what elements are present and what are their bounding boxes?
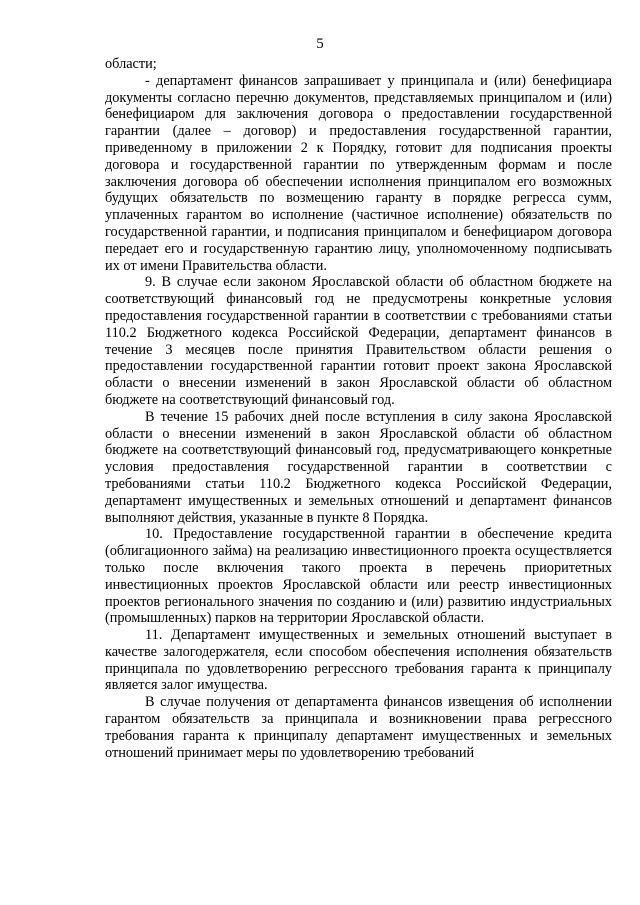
paragraph-item-10: 10. Предоставление государственной гарантии в обеспечение кредита (облигационного займа) на реализацию инвестиционного проекта осуществляется только после включения такого проекта в перечень приоритетных инвестиционных проектов Ярославской области или реестр инвестиционных проектов регионального значения по созданию и (или) развитию индустриальных (промышленных) парков на территории Ярославской области. <box>105 526 612 627</box>
paragraph-item-11-continued: В случае получения от департамента финансов извещения об исполнении гарантом обязательств за принципала и возникновении права регрессного требования гаранта к принципалу департамент имущественных и земельных отношений принимает меры по удовлетворению требований <box>105 694 612 761</box>
paragraph-item-9-continued: В течение 15 рабочих дней после вступления в силу закона Ярославской области о внесении изменений в закон Ярославской области об областном бюджете на соответствующий финансовый год, предусматривающего конкретные условия предоставления государственной гарантии в соответствии с требованиями статьи 110.2 Бюджетного кодекса Российской Федерации, департамент имущественных и земельных отношений и департамент финансов выполняют действия, указанные в пункте 8 Порядка. <box>105 408 612 526</box>
paragraph-continuation: области; <box>105 56 157 72</box>
page-number: 5 <box>316 36 324 52</box>
paragraph-item-11: 11. Департамент имущественных и земельных отношений выступает в качестве залогодержателя, если способом обеспечения исполнения обязательств принципала по удовлетворению регрессного требования гаранта к принципалу является залог имущества. <box>105 627 612 694</box>
document-body <box>105 56 612 761</box>
paragraph-finance-dept-action: - департамент финансов запрашивает у принципала и (или) бенефициара документы согласно перечню документов, представляемых принципалом и (или) бенефициаром для заключения договора о предоставлении государственной гарантии (далее – договор) и предоставления государственной гарантии, приведенному в приложении 2 к Порядку, готовит для подписания проекты договора и государственной гарантии по утвержденным формам и после заключения договора об обеспечении исполнения принципалом его возможных будущих обязательств по возмещению гаранту в порядке регресса сумм, уплаченных гарантом во исполнение (частичное исполнение) обязательств по государственной гарантии, и подписания принципалом и бенефициаром договора передает его и государственную гарантию лицу, уполномоченному подписывать их от имени Правительства области. <box>105 72 612 274</box>
paragraph-item-9: 9. В случае если законом Ярославской области об областном бюджете на соответствующий финансовый год не предусмотрены конкретные условия предоставления государственной гарантии в соответствии с требованиями статьи 110.2 Бюджетного кодекса Российской Федерации, департамент финансов в течение 3 месяцев после принятия Правительством области решения о предоставлении государственной гарантии готовит проект закона Ярославской области о внесении изменений в закон Ярославской области об областном бюджете на соответствующий финансовый год. <box>105 274 612 408</box>
